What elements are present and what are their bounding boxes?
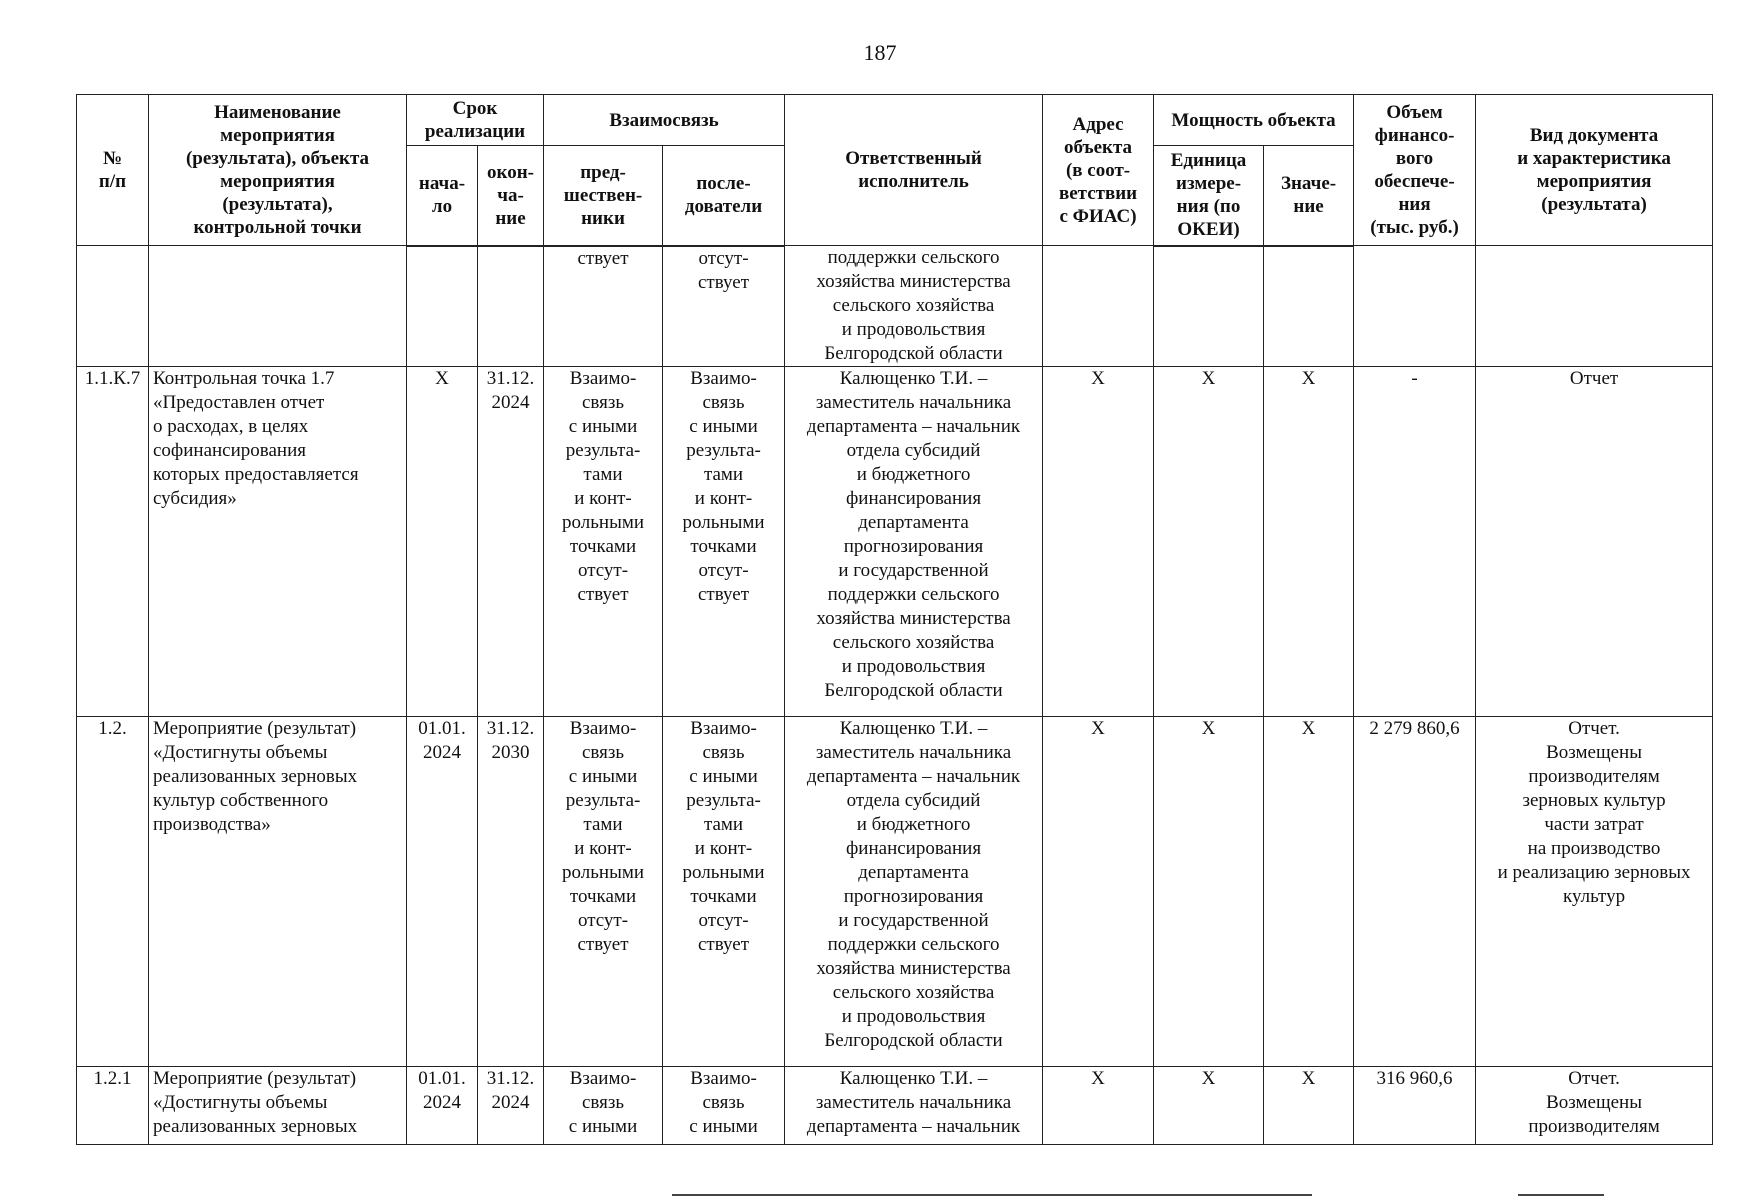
row-unit bbox=[1154, 246, 1264, 367]
table-row bbox=[77, 1067, 1713, 1145]
row-name bbox=[149, 246, 407, 367]
row-finance bbox=[1354, 246, 1476, 367]
row-address bbox=[1043, 246, 1154, 367]
header-responsible: Ответственный исполнитель bbox=[785, 95, 1043, 246]
row-predecessors: Взаимо- связь с иными результа- тами и конт- рольными точками отсут- ствует bbox=[544, 717, 663, 1067]
row-finance: - bbox=[1354, 367, 1476, 717]
row-start bbox=[407, 246, 478, 367]
row-name: Мероприятие (результат) «Достигнуты объемы реализованных зерновых культур собственного производства» bbox=[149, 717, 407, 1067]
row-start: 01.01. 2024 bbox=[407, 1067, 478, 1145]
row-address: Х bbox=[1043, 717, 1154, 1067]
header-finance: Объем финансо- вого обеспече- ния (тыс. руб.) bbox=[1354, 95, 1476, 246]
row-value: Х bbox=[1264, 1067, 1354, 1145]
header-address: Адрес объекта (в соот- ветствии с ФИАС) bbox=[1043, 95, 1154, 246]
row-end: 31.12. 2024 bbox=[478, 1067, 544, 1145]
row-doc: Отчет bbox=[1476, 367, 1713, 717]
header-term: Срок реализации bbox=[407, 95, 544, 146]
row-end: 31.12. 2024 bbox=[478, 367, 544, 717]
table-header bbox=[77, 95, 1713, 246]
row-responsible: Калющенко Т.И. – заместитель начальника департамента – начальник bbox=[785, 1067, 1043, 1145]
header-predecessors: пред- шествен- ники bbox=[544, 146, 663, 246]
row-end: 31.12. 2030 bbox=[478, 717, 544, 1067]
row-responsible: поддержки сельского хозяйства министерства сельского хозяйства и продовольствия Белгородской области bbox=[785, 246, 1043, 367]
footer-rule bbox=[0, 1194, 1760, 1196]
row-value: Х bbox=[1264, 367, 1354, 717]
header-doc: Вид документа и характеристика мероприятия (результата) bbox=[1476, 95, 1713, 246]
row-start: 01.01. 2024 bbox=[407, 717, 478, 1067]
row-finance: 2 279 860,6 bbox=[1354, 717, 1476, 1067]
row-responsible: Калющенко Т.И. – заместитель начальника департамента – начальник отдела субсидий и бюджетного финансирования департамента прогнозирования и государственной поддержки сельского хозяйства министерства сельского хозяйства и продовольствия Белгородской области bbox=[785, 367, 1043, 717]
row-unit: Х bbox=[1154, 1067, 1264, 1145]
row-successors: Взаимо- связь с иными результа- тами и конт- рольными точками отсут- ствует bbox=[663, 367, 785, 717]
row-num: 1.1.К.7 bbox=[77, 367, 149, 717]
header-unit: Единица измере- ния (по ОКЕИ) bbox=[1154, 146, 1264, 246]
row-unit: Х bbox=[1154, 367, 1264, 717]
row-address: Х bbox=[1043, 1067, 1154, 1145]
header-value: Значе- ние bbox=[1264, 146, 1354, 246]
header-name: Наименование мероприятия (результата), объекта мероприятия (результата), контрольной точки bbox=[149, 95, 407, 246]
table-row bbox=[77, 717, 1713, 1067]
page-number: 187 bbox=[863, 40, 897, 65]
row-predecessors: Взаимо- связь с иными результа- тами и конт- рольными точками отсут- ствует bbox=[544, 367, 663, 717]
row-name: Мероприятие (результат) «Достигнуты объемы реализованных зерновых bbox=[149, 1067, 407, 1145]
row-successors: Взаимо- связь с иными bbox=[663, 1067, 785, 1145]
row-predecessors: Взаимо- связь с иными bbox=[544, 1067, 663, 1145]
header-relation: Взаимосвязь bbox=[544, 95, 785, 146]
table-row bbox=[77, 246, 1713, 367]
row-responsible: Калющенко Т.И. – заместитель начальника департамента – начальник отдела субсидий и бюджетного финансирования департамента прогнозирования и государственной поддержки сельского хозяйства министерства сельского хозяйства и продовольствия Белгородской области bbox=[785, 717, 1043, 1067]
row-unit: Х bbox=[1154, 717, 1264, 1067]
row-successors: отсут- ствует bbox=[663, 246, 785, 367]
row-value: Х bbox=[1264, 717, 1354, 1067]
header-term-end: окон- ча- ние bbox=[478, 146, 544, 246]
row-num bbox=[77, 246, 149, 367]
row-address: Х bbox=[1043, 367, 1154, 717]
header-successors: после- дователи bbox=[663, 146, 785, 246]
header-capacity: Мощность объекта bbox=[1154, 95, 1354, 146]
row-value bbox=[1264, 246, 1354, 367]
row-start: Х bbox=[407, 367, 478, 717]
table-row bbox=[77, 367, 1713, 717]
row-doc: Отчет. Возмещены производителям зерновых культур части затрат на производство и реализацию зерновых культур bbox=[1476, 717, 1713, 1067]
header-term-start: нача- ло bbox=[407, 146, 478, 246]
row-num: 1.2. bbox=[77, 717, 149, 1067]
row-doc: Отчет. Возмещены производителям bbox=[1476, 1067, 1713, 1145]
row-name: Контрольная точка 1.7 «Предоставлен отчет о расходах, в целях софинансирования которых предоставляется субсидия» bbox=[149, 367, 407, 717]
row-end bbox=[478, 246, 544, 367]
row-finance: 316 960,6 bbox=[1354, 1067, 1476, 1145]
row-predecessors: ствует bbox=[544, 246, 663, 367]
header-num: № п/п bbox=[77, 95, 149, 246]
row-successors: Взаимо- связь с иными результа- тами и конт- рольными точками отсут- ствует bbox=[663, 717, 785, 1067]
activities-table bbox=[76, 94, 1713, 1145]
row-doc bbox=[1476, 246, 1713, 367]
row-num: 1.2.1 bbox=[77, 1067, 149, 1145]
